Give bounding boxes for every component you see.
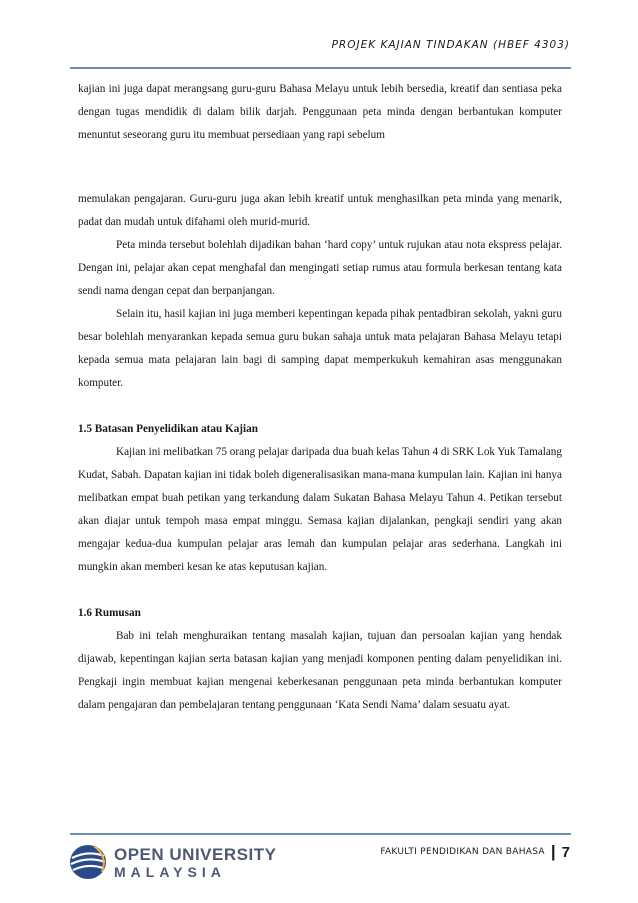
paragraph-4: Selain itu, hasil kajian ini juga memberi kepentingan kepada pihak pentadbiran sekolah, yakni guru besar bolehlah menyarankan kepada semua guru bukan sahaja untuk mata pelajaran Bahasa Melayu tetapi kepada semua mata pelajaran lain bagi di samping dapat memperkukuh kemahiran asas menggunakan komputer.	[78, 308, 562, 389]
page-number: 7	[561, 843, 570, 861]
paragraph-1: kajian ini juga dapat merangsang guru-guru Bahasa Melayu untuk lebih bersedia, kreatif dan sentiasa peka dengan tugas mendidik di dalam bilik darjah. Penggunaan peta minda dengan berbantukan komputer menuntut seseorang guru itu membuat persediaan yang rapi sebelum	[78, 83, 562, 141]
oum-logo	[68, 842, 276, 882]
section-1-6-text: Bab ini telah menghuraikan tentang masalah kajian, tujuan dan persoalan kajian yang hendak dijawab, kepentingan kajian serta batasan kajian yang menjadi komponen penting dalam penyelidikan ini. Pengkaji ingin membuat kajian mengenai keberkesanan penggunaan peta minda berbantukan komputer dalam pengajaran dan pembelajaran tentang penggunaan ‘Kata Sendi Nama’ dalam sesuatu ayat.	[78, 630, 562, 711]
footer-separator: |	[550, 842, 556, 861]
faculty-name: FAKULTI PENDIDIKAN DAN BAHASA	[380, 847, 545, 857]
logo-line-1: OPEN UNIVERSITY	[114, 844, 277, 864]
section-heading-1-5: 1.5 Batasan Penyelidikan atau Kajian	[78, 423, 258, 435]
body-text-main	[78, 188, 562, 717]
section-1-5-text: Kajian ini melibatkan 75 orang pelajar daripada dua buah kelas Tahun 4 di SRK Lok Yuk Tamalang Kudat, Sabah. Dapatan kajian ini tidak boleh digeneralisasikan mana-mana kumpulan lain. Kajian ini hanya melibatkan empat buah petikan yang terkandung dalam Sukatan Bahasa Melayu Tahun 4. Petikan tersebut akan diajar untuk tempoh masa empat minggu. Semasa kajian dijalankan, pengkaji sendiri yang akan mengajar kedua-dua kumpulan pelajar aras lemah dan kumpulan pelajar aras sederhana. Langkah ini mungkin akan memberi kesan ke atas keputusan kajian.	[78, 446, 562, 573]
footer-right	[380, 842, 570, 862]
page-header-title: PROJEK KAJIAN TINDAKAN (HBEF 4303)	[331, 39, 570, 51]
logo-line-2: MALAYSIA	[114, 863, 226, 880]
header-divider	[70, 67, 571, 69]
footer-divider	[70, 833, 571, 835]
paragraph-3: Peta minda tersebut bolehlah dijadikan bahan ‘hard copy’ untuk rujukan atau nota ekspress pelajar. Dengan ini, pelajar akan cepat menghafal dan mengingati setiap rumus atau formula berkesan tentang kata sendi nama dengan cepat dan berpanjangan.	[78, 239, 562, 297]
section-heading-1-6: 1.6 Rumusan	[78, 607, 141, 619]
body-text-top	[78, 78, 562, 147]
globe-icon	[68, 842, 110, 882]
paragraph-2: memulakan pengajaran. Guru-guru juga akan lebih kreatif untuk menghasilkan peta minda yang menarik, padat dan mudah untuk difahami oleh murid-murid.	[78, 193, 562, 228]
